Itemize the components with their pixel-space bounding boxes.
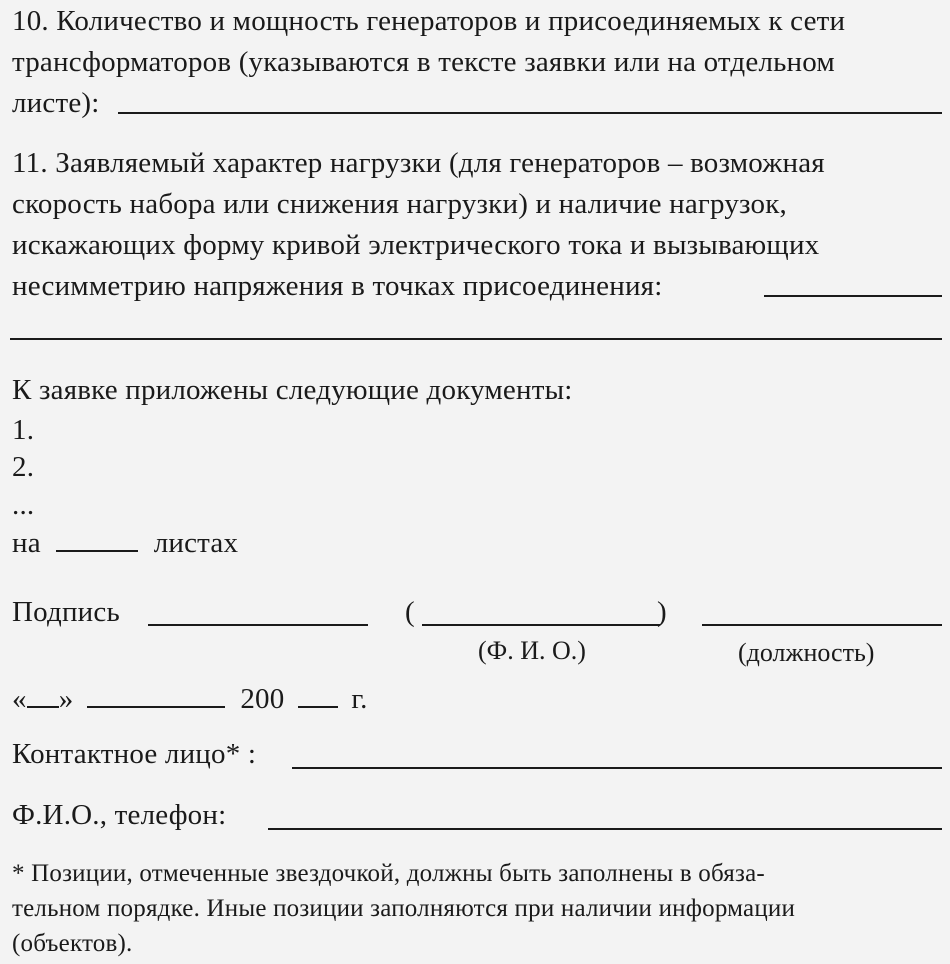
contact-person-field[interactable] <box>292 767 942 769</box>
item10-line2: трансформаторов (указываются в тексте заявки или на отдельном <box>12 46 835 78</box>
fio-paren-open: ( <box>405 596 415 628</box>
item11-line4: несимметрию напряжения в точках присоединения: <box>12 270 663 302</box>
date-quote-close: » <box>58 683 74 715</box>
attachment-item-2: 2. <box>12 451 35 483</box>
date-year-prefix: 200 <box>240 683 285 715</box>
sheets-count-field[interactable] <box>56 524 138 552</box>
attachment-item-1: 1. <box>12 414 35 446</box>
footnote-line2: тельном порядке. Иные позиции заполняются при наличии информации <box>12 895 796 922</box>
fio-caption: (Ф. И. О.) <box>478 636 586 665</box>
footnote-line1: * Позиции, отмеченные звездочкой, должны быть заполнены в обяза- <box>12 860 765 887</box>
signature-field[interactable] <box>148 624 368 626</box>
date-month-field[interactable] <box>87 680 225 708</box>
sheets-count-row <box>12 524 238 560</box>
signature-position-field[interactable] <box>702 624 942 626</box>
sheets-prefix: на <box>12 527 41 559</box>
attachments-heading: К заявке приложены следующие документы: <box>12 374 573 406</box>
item11-answer-field[interactable] <box>764 295 942 297</box>
item11-line2: скорость набора или снижения нагрузки) и наличие нагрузок, <box>12 188 787 220</box>
item11-answer-field-continued[interactable] <box>10 338 942 340</box>
date-year-suffix: г. <box>351 683 368 715</box>
item11-line1: 11. Заявляемый характер нагрузки (для генераторов – возможная <box>12 147 825 179</box>
position-caption: (должность) <box>738 638 875 667</box>
date-row <box>12 680 368 716</box>
date-day-field[interactable] <box>27 680 59 708</box>
item10-line1: 10. Количество и мощность генераторов и присоединяемых к сети <box>12 5 846 37</box>
attachment-ellipsis: ... <box>12 489 35 521</box>
contact-person-label: Контактное лицо* : <box>12 738 257 770</box>
fio-paren-close: ) <box>657 596 667 628</box>
fio-phone-label: Ф.И.О., телефон: <box>12 799 227 831</box>
signature-fio-field[interactable] <box>422 624 660 626</box>
item11-line3: искажающих форму кривой электрического тока и вызывающих <box>12 229 820 261</box>
item10-line3: листе): <box>12 87 100 119</box>
footnote-line3: (объектов). <box>12 930 133 957</box>
fio-phone-field[interactable] <box>268 828 942 830</box>
date-quote-open: « <box>12 683 27 715</box>
item10-answer-field[interactable] <box>118 112 942 114</box>
sheets-suffix: листах <box>153 527 239 559</box>
date-year-field[interactable] <box>298 680 338 708</box>
signature-label: Подпись <box>12 596 120 628</box>
